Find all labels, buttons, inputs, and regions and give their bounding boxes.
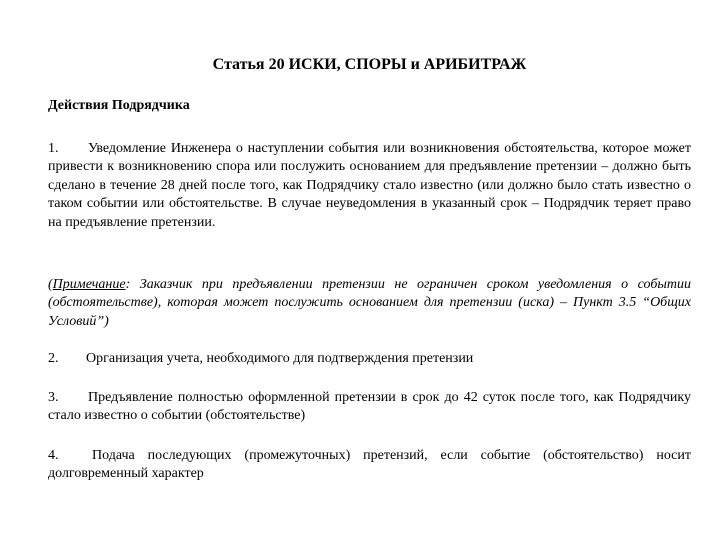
item-number: 2. <box>48 351 59 366</box>
item-text: Уведомление Инженера о наступлении события или возникновения обстоятельства, которое может привести к возникновению спора или послужить основанием для предъявление претензии – должно быть сделано в течение 28 дней после того, как Подрядчику стало известно (или должно было стать известно о таком событии или обстоятельстве. В случае неуведомления в указанный срок – Подрядчик теряет право на предъявление претензии. <box>48 141 691 230</box>
section-heading: Действия Подрядчика <box>48 98 190 113</box>
list-item-4 <box>48 447 691 484</box>
list-item-1 <box>48 140 691 232</box>
list-item-2 <box>48 350 691 368</box>
item-text: Подача последующих (промежуточных) претензий, если событие (обстоятельство) носит долговременный характер <box>48 448 691 482</box>
list-item-3 <box>48 389 691 426</box>
note-label: Примечание <box>52 277 126 292</box>
item-number: 1. <box>48 141 59 156</box>
note-paragraph <box>48 276 691 331</box>
note-text: : Заказчик при предъявлении претензии не ограничен сроком уведомления о событии (обстоятельстве), которая может послужить основанием для претензии (иска) – Пункт 3.5 “Общих Условий”) <box>48 277 691 329</box>
item-text: Организация учета, необходимого для подтверждения претензии <box>86 351 474 366</box>
article-title: Статья 20 ИСКИ, СПОРЫ и АРИБИТРАЖ <box>212 56 527 73</box>
item-number: 4. <box>48 448 59 463</box>
note-open-paren: ( <box>48 277 53 292</box>
item-number: 3. <box>48 390 59 405</box>
item-text: Предъявление полностью оформленной претензии в срок до 42 суток после того, как Подрядчику стало известно о событии (обстоятельстве) <box>48 390 691 424</box>
document-page <box>48 0 691 540</box>
